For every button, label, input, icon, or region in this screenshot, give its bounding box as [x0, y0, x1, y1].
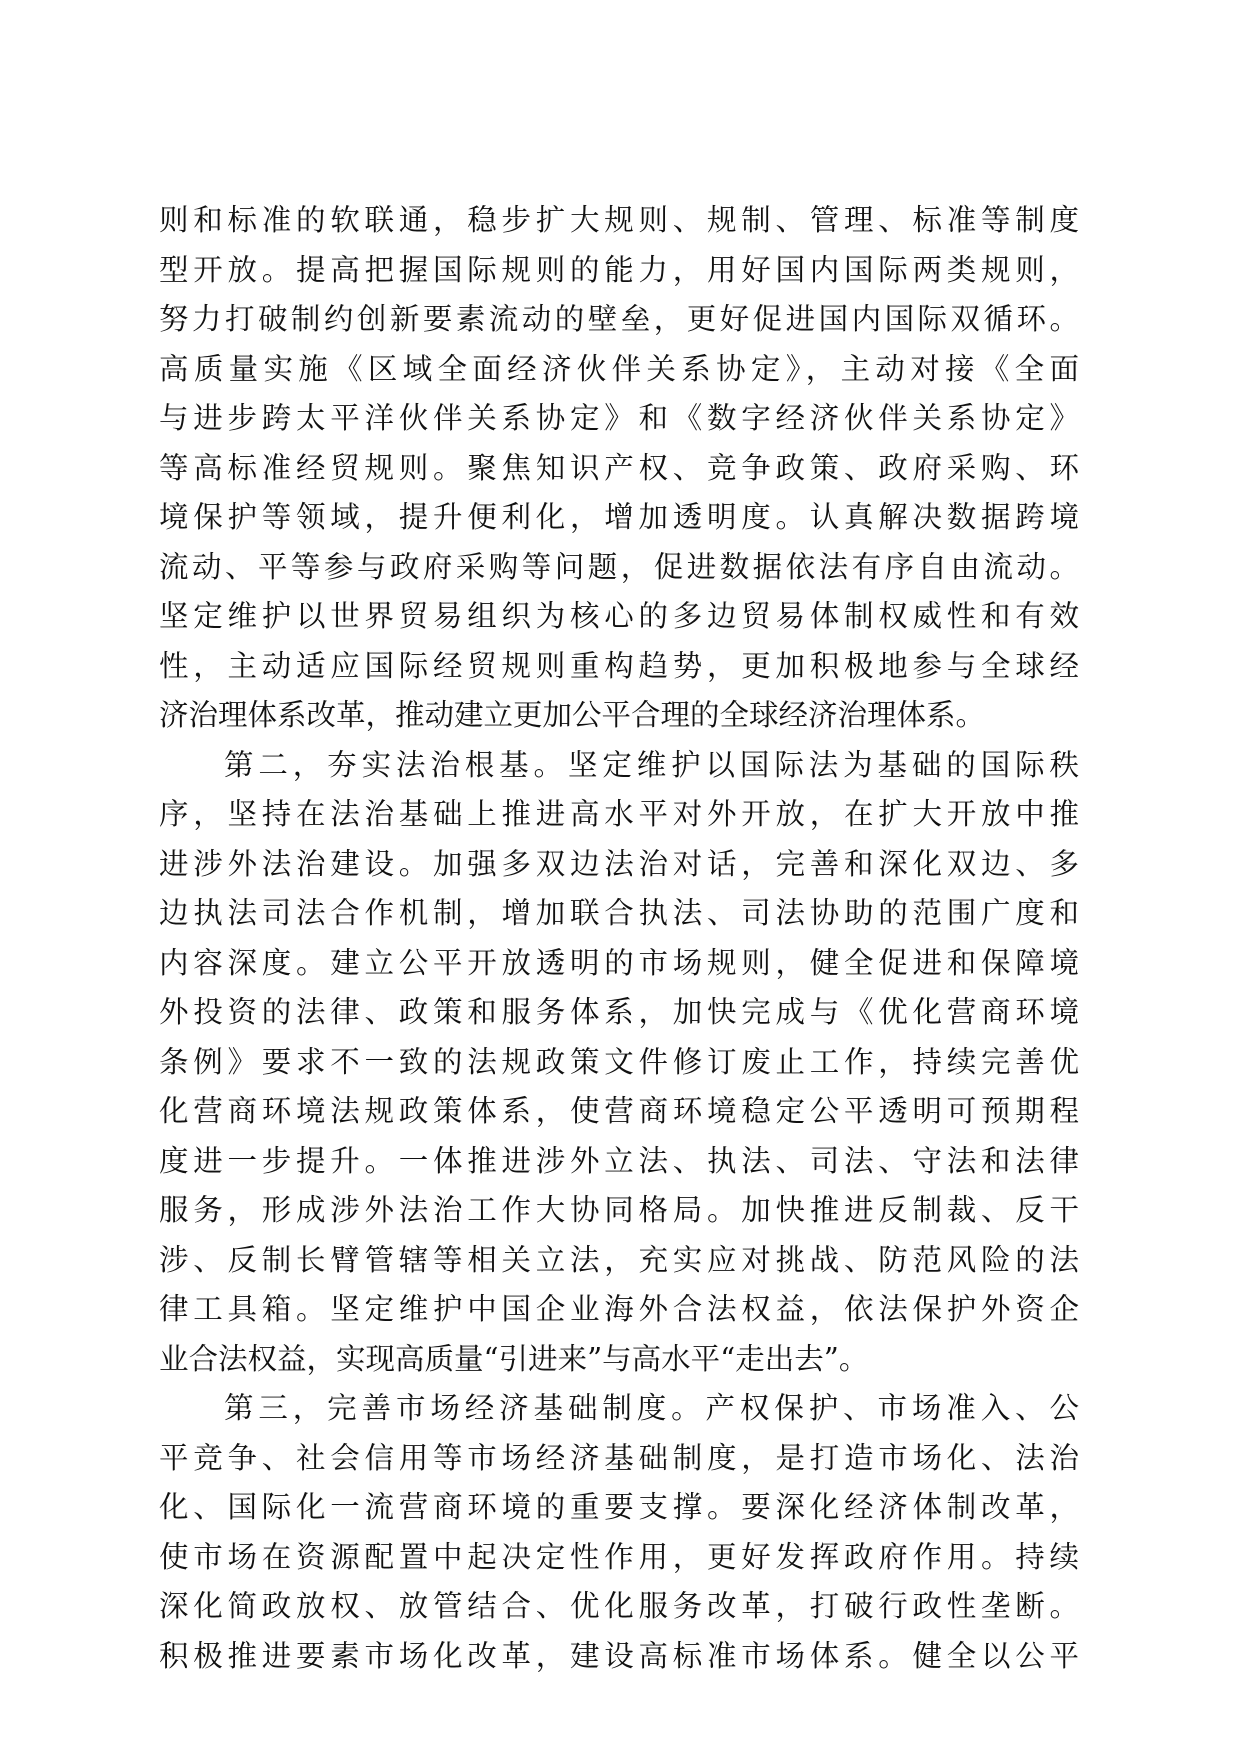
text-line: 高质量实施《区域全面经济伙伴关系协定》，主动对接《全面	[159, 351, 1079, 386]
text-line: 涉、反制长臂管辖等相关立法，充实应对挑战、防范风险的法	[159, 1242, 1079, 1277]
text-line: 积极推进要素市场化改革，建设高标准市场体系。健全以公平	[159, 1638, 1079, 1673]
text-line: 流动、平等参与政府采购等问题，促进数据依法有序自由流动。	[159, 549, 1079, 584]
text-line: 度进一步提升。一体推进涉外立法、执法、司法、守法和法律	[159, 1143, 1079, 1178]
paragraph-end-line: 业合法权益，实现高质量“引进来”与高水平“走出去”。	[159, 1341, 869, 1376]
text-line: 内容深度。建立公平开放透明的市场规则，健全促进和保障境	[159, 945, 1079, 980]
text-line: 等高标准经贸规则。聚焦知识产权、竞争政策、政府采购、环	[159, 450, 1079, 485]
text-line: 边执法司法合作机制，增加联合执法、司法协助的范围广度和	[159, 896, 1079, 930]
text-line: 深化简政放权、放管结合、优化服务改革，打破行政性垄断。	[159, 1589, 1079, 1623]
text-line: 化、国际化一流营商环境的重要支撑。要深化经济体制改革，	[159, 1490, 1079, 1524]
text-line: 则和标准的软联通，稳步扩大规则、规制、管理、标准等制度	[159, 203, 1079, 237]
body-text	[159, 196, 1079, 1681]
text-line: 与进步跨太平洋伙伴关系协定》和《数字经济伙伴关系协定》	[159, 401, 1079, 435]
text-line: 坚定维护以世界贸易组织为核心的多边贸易体制权威性和有效	[159, 599, 1079, 633]
text-line: 使市场在资源配置中起决定性作用，更好发挥政府作用。持续	[159, 1539, 1079, 1574]
text-line: 进涉外法治建设。加强多双边法治对话，完善和深化双边、多	[159, 846, 1079, 881]
text-line: 努力打破制约创新要素流动的壁垒，更好促进国内国际双循环。	[159, 302, 1079, 336]
text-line: 性，主动适应国际经贸规则重构趋势，更加积极地参与全球经	[159, 648, 1079, 683]
text-line: 条例》要求不一致的法规政策文件修订废止工作，持续完善优	[159, 1044, 1079, 1079]
paragraph-end-line: 济治理体系改革，推动建立更加公平合理的全球经济治理体系。	[159, 698, 986, 732]
text-line: 化营商环境法规政策体系，使营商环境稳定公平透明可预期程	[159, 1094, 1079, 1128]
text-line: 平竞争、社会信用等市场经济基础制度，是打造市场化、法治	[159, 1440, 1079, 1475]
text-line: 境保护等领域，提升便利化，增加透明度。认真解决数据跨境	[159, 500, 1079, 534]
text-line: 序，坚持在法治基础上推进高水平对外开放，在扩大开放中推	[159, 797, 1079, 831]
paragraph-start-line: 第二，夯实法治根基。坚定维护以国际法为基础的国际秩	[224, 747, 1079, 782]
paragraph-start-line: 第三，完善市场经济基础制度。产权保护、市场准入、公	[224, 1391, 1079, 1425]
text-line: 型开放。提高把握国际规则的能力，用好国内国际两类规则，	[159, 252, 1079, 287]
text-line: 律工具箱。坚定维护中国企业海外合法权益，依法保护外资企	[159, 1292, 1079, 1326]
text-line: 外投资的法律、政策和服务体系，加快完成与《优化营商环境	[159, 995, 1079, 1029]
text-line: 服务，形成涉外法治工作大协同格局。加快推进反制裁、反干	[159, 1193, 1079, 1227]
